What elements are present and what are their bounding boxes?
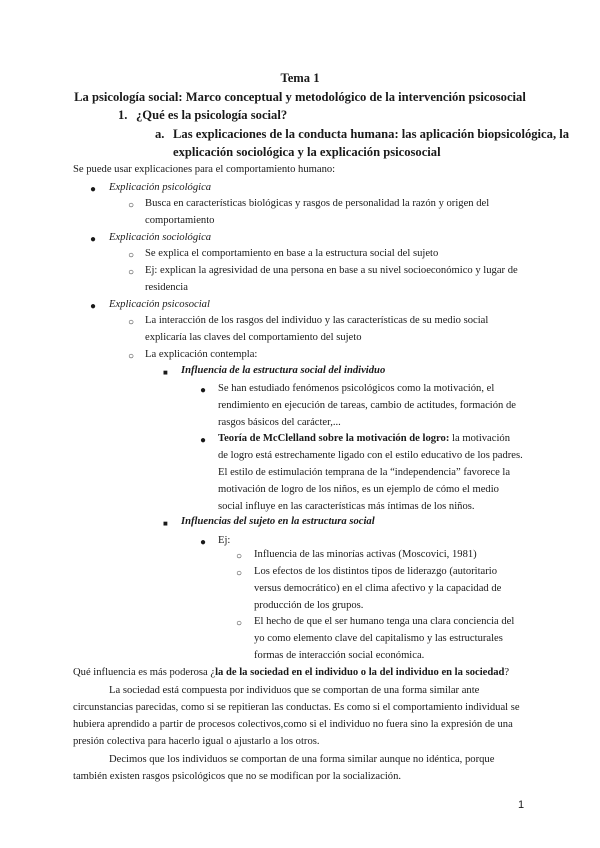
psico-item1-line1: La interacción de los rasgos del individuo y las características de su medio social: [145, 315, 489, 326]
question-suffix: ?: [504, 667, 510, 678]
heading-2-letter: a.: [155, 127, 165, 141]
ej-item2-line2: versus democrático) en el clima afectivo y la capacidad de: [254, 583, 502, 594]
ej-item2-line1: Los efectos de los distintos tipos de liderazgo (autoritario: [254, 566, 498, 577]
ej-item3-line2: yo como elemento clave del capitalismo y las estructurales: [254, 633, 503, 644]
bullet-disc-icon: ●: [200, 537, 207, 548]
bullet-circle-icon: ○: [128, 250, 135, 261]
mcclelland-term: Teoría de McClelland sobre la motivación de logro:: [218, 433, 450, 444]
psico-item2: La explicación contempla:: [145, 349, 258, 360]
bio-text-line2: comportamiento: [145, 215, 215, 226]
bullet-square-icon: ■: [163, 368, 168, 377]
influencia-p1-line1: Se han estudiado fenómenos psicológicos como la motivación, el: [218, 383, 495, 394]
influencia-p2-line4: motivación de logro de los niños, es un ejemplo de cómo el medio: [218, 484, 499, 495]
para1-line3: hubiera aprendido a partir de procesos colectivos,como si el individuo no fuera sino la expresión de una: [73, 719, 513, 730]
para2-line1: Decimos que los individuos se comportan de una forma similar aunque no idéntica, porque: [109, 754, 495, 765]
bullet-circle-icon: ○: [128, 200, 135, 211]
bullet-circle-icon: ○: [236, 618, 243, 629]
bullet-disc-icon: ●: [90, 301, 97, 312]
bullet-circle-icon: ○: [236, 551, 243, 562]
influencia-p1-line2: rendimiento en ejecución de tareas, cambio de actitudes, formación de: [218, 400, 516, 411]
socio-item2-line1: Ej: explican la agresividad de una persona en base a su nivel socioeconómico y lugar de: [145, 265, 518, 276]
heading-2-line2: explicación sociológica y la explicación psicosocial: [173, 145, 441, 159]
bullet-circle-icon: ○: [128, 267, 135, 278]
influencia-p2-line1: [218, 430, 510, 448]
ej-item3-line1: El hecho de que el ser humano tenga una clara conciencia del: [254, 616, 515, 627]
ej-item1: Influencia de las minorías activas (Moscovici, 1981): [254, 549, 477, 560]
socio-item1: Se explica el comportamiento en base a la estructura social del sujeto: [145, 248, 439, 259]
document-title: Tema 1: [280, 71, 320, 85]
bullet-disc-icon: ●: [90, 234, 97, 245]
bullet-disc-icon: ●: [90, 184, 97, 195]
ej-label: Ej:: [218, 535, 231, 546]
influencia-p1-line3: rasgos básicos del carácter,...: [218, 417, 341, 428]
bullet-square-icon: ■: [163, 519, 168, 528]
mcclelland-text: la motivación: [449, 433, 510, 444]
heading-1-number: 1.: [118, 108, 128, 122]
para1-line1: La sociedad está compuesta por individuos que se comportan de una forma similar ante: [109, 685, 480, 696]
bullet-disc-icon: ●: [200, 385, 207, 396]
para2-line2: también existen rasgos psicológicos que no se modifican por la socialización.: [73, 771, 402, 782]
psico-item1-line2: explicaría las claves del comportamiento del sujeto: [145, 332, 362, 343]
bullet-circle-icon: ○: [236, 568, 243, 579]
page-number: 1: [518, 799, 525, 811]
para1-line4: presión colectiva para hacerlo igual o ajustarlo a los otros.: [73, 736, 320, 747]
document-subtitle: La psicología social: Marco conceptual y metodológico de la intervención psicosocial: [74, 90, 526, 104]
heading-1: ¿Qué es la psicología social?: [136, 108, 288, 122]
intro-text: Se puede usar explicaciones para el comportamiento humano:: [73, 164, 336, 175]
socio-label: Explicación sociológica: [109, 232, 212, 243]
question-line: [73, 664, 509, 682]
bio-label: Explicación psicológica: [109, 182, 212, 193]
question-prefix: Qué influencia es más poderosa ¿: [73, 667, 216, 678]
socio-item2-line2: residencia: [145, 282, 188, 293]
influencia-label: Influencia de la estructura social del individuo: [181, 365, 386, 376]
bullet-circle-icon: ○: [128, 351, 135, 362]
question-bold: la de la sociedad en el individuo o la del individuo en la sociedad: [215, 667, 505, 678]
para1-line2: circunstancias parecidas, como si se repitieran las conductas. Es como si el comportamiento individual se: [73, 702, 520, 713]
psico-label: Explicación psicosocial: [109, 299, 210, 310]
bullet-disc-icon: ●: [200, 435, 207, 446]
influencia-p2-line2: de logro está estrechamente ligado con el estilo educativo de los padres.: [218, 450, 523, 461]
ej-item3-line3: formas de interacción social económica.: [254, 650, 425, 661]
ej-item2-line3: producción de los grupos.: [254, 600, 364, 611]
influencia-p2-line3: El estilo de estimulación temprana de la “independencia” favorece la: [218, 467, 511, 478]
bio-text-line1: Busca en características biológicas y rasgos de personalidad la razón y origen del: [145, 198, 490, 209]
heading-2-line1: Las explicaciones de la conducta humana: las aplicación biopsicológica, la: [173, 127, 570, 141]
influencia-p2-line5: social influye en las características más íntimas de los niños.: [218, 501, 475, 512]
bullet-circle-icon: ○: [128, 317, 135, 328]
influencias-sujeto-label: Influencias del sujeto en la estructura social: [181, 516, 375, 527]
